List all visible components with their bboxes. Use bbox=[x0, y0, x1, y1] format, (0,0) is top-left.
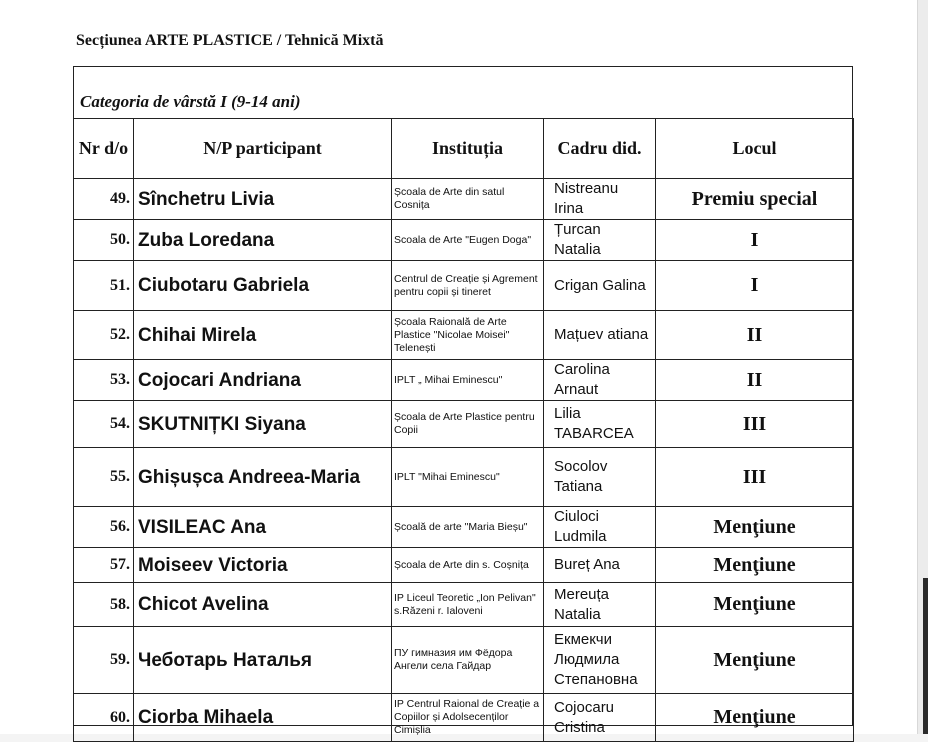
table-row bbox=[74, 627, 854, 694]
institution-name: IP Liceul Teoretic „Ion Pelivan" s.Răzeni r. Ialoveni bbox=[392, 583, 544, 627]
col-header-teacher: Cadru did. bbox=[544, 119, 656, 179]
col-header-institution: Instituția bbox=[392, 119, 544, 179]
institution-name: Școala de Arte din s. Coșnița bbox=[392, 548, 544, 583]
participant-name: Zuba Loredana bbox=[134, 220, 392, 261]
row-number: 56. bbox=[74, 507, 134, 548]
place-award: I bbox=[656, 261, 854, 311]
institution-name: Școala Raională de Arte Plastice "Nicolae Moisei" Telenești bbox=[392, 311, 544, 360]
institution-name: IP Centrul Raional de Creație a Copiilor și Adolsecenților Cimișlia bbox=[392, 694, 544, 742]
institution-name: Școală de arte "Maria Bieșu" bbox=[392, 507, 544, 548]
institution-name: Școala de Arte din satul Cosnița bbox=[392, 179, 544, 220]
table-body bbox=[74, 179, 854, 742]
header-row bbox=[74, 119, 854, 179]
institution-name: Școala de Arte Plastice pentru Copii bbox=[392, 401, 544, 448]
place-award: III bbox=[656, 401, 854, 448]
place-award: Menţiune bbox=[656, 627, 854, 694]
row-number: 49. bbox=[74, 179, 134, 220]
place-award: I bbox=[656, 220, 854, 261]
place-award: Premiu special bbox=[656, 179, 854, 220]
col-header-participant: N/P participant bbox=[134, 119, 392, 179]
teacher-name: Bureț Ana bbox=[544, 548, 656, 583]
table-row bbox=[74, 401, 854, 448]
row-number: 53. bbox=[74, 360, 134, 401]
teacher-name: Екмекчи Людмила Степановна bbox=[544, 627, 656, 694]
participant-name: Ciubotaru Gabriela bbox=[134, 261, 392, 311]
table-row bbox=[74, 448, 854, 507]
institution-name: IPLT "Mihai Eminescu" bbox=[392, 448, 544, 507]
institution-name: ПУ гимназия им Фёдора Ангели села Гайдар bbox=[392, 627, 544, 694]
teacher-name: Mațuev atiana bbox=[544, 311, 656, 360]
institution-name: IPLT „ Mihai Eminescu" bbox=[392, 360, 544, 401]
place-award: Menţiune bbox=[656, 507, 854, 548]
results-table bbox=[73, 118, 854, 742]
teacher-name: Cojocaru Cristina bbox=[544, 694, 656, 742]
col-header-nr: Nr d/o bbox=[74, 119, 134, 179]
place-award: III bbox=[656, 448, 854, 507]
participant-name: Ghișușca Andreea-Maria bbox=[134, 448, 392, 507]
institution-name: Centrul de Creație și Agrement pentru copii și tineret bbox=[392, 261, 544, 311]
place-award: II bbox=[656, 311, 854, 360]
participant-name: SKUTNIȚKI Siyana bbox=[134, 401, 392, 448]
table-row bbox=[74, 311, 854, 360]
teacher-name: Crigan Galina bbox=[544, 261, 656, 311]
page-edge-mark bbox=[923, 578, 928, 734]
teacher-name: Mereuța Natalia bbox=[544, 583, 656, 627]
row-number: 58. bbox=[74, 583, 134, 627]
participant-name: Sînchetru Livia bbox=[134, 179, 392, 220]
section-heading: Secțiunea ARTE PLASTICE / Tehnică Mixtă bbox=[76, 32, 384, 49]
row-number: 60. bbox=[74, 694, 134, 742]
participant-name: Чеботарь Наталья bbox=[134, 627, 392, 694]
participant-name: Chicot Avelina bbox=[134, 583, 392, 627]
teacher-name: Țurcan Natalia bbox=[544, 220, 656, 261]
row-number: 57. bbox=[74, 548, 134, 583]
row-number: 50. bbox=[74, 220, 134, 261]
teacher-name: Lilia TABARCEA bbox=[544, 401, 656, 448]
place-award: II bbox=[656, 360, 854, 401]
row-number: 55. bbox=[74, 448, 134, 507]
teacher-name: Carolina Arnaut bbox=[544, 360, 656, 401]
teacher-name: Nistreanu Irina bbox=[544, 179, 656, 220]
row-number: 59. bbox=[74, 627, 134, 694]
place-award: Menţiune bbox=[656, 694, 854, 742]
table-row bbox=[74, 507, 854, 548]
teacher-name: Ciuloci Ludmila bbox=[544, 507, 656, 548]
table-row bbox=[74, 179, 854, 220]
row-number: 52. bbox=[74, 311, 134, 360]
participant-name: VISILEAC Ana bbox=[134, 507, 392, 548]
place-award: Menţiune bbox=[656, 548, 854, 583]
participant-name: Cojocari Andriana bbox=[134, 360, 392, 401]
table-row bbox=[74, 220, 854, 261]
table-row bbox=[74, 261, 854, 311]
row-number: 54. bbox=[74, 401, 134, 448]
age-category: Categoria de vârstă I (9-14 ani) bbox=[80, 92, 301, 111]
institution-name: Scoala de Arte "Eugen Doga" bbox=[392, 220, 544, 261]
participant-name: Ciorba Mihaela bbox=[134, 694, 392, 742]
table-row bbox=[74, 360, 854, 401]
table-row bbox=[74, 548, 854, 583]
place-award: Menţiune bbox=[656, 583, 854, 627]
table-row bbox=[74, 583, 854, 627]
teacher-name: Socolov Tatiana bbox=[544, 448, 656, 507]
row-number: 51. bbox=[74, 261, 134, 311]
col-header-place: Locul bbox=[656, 119, 854, 179]
table-row bbox=[74, 694, 854, 742]
participant-name: Chihai Mirela bbox=[134, 311, 392, 360]
participant-name: Moiseev Victoria bbox=[134, 548, 392, 583]
